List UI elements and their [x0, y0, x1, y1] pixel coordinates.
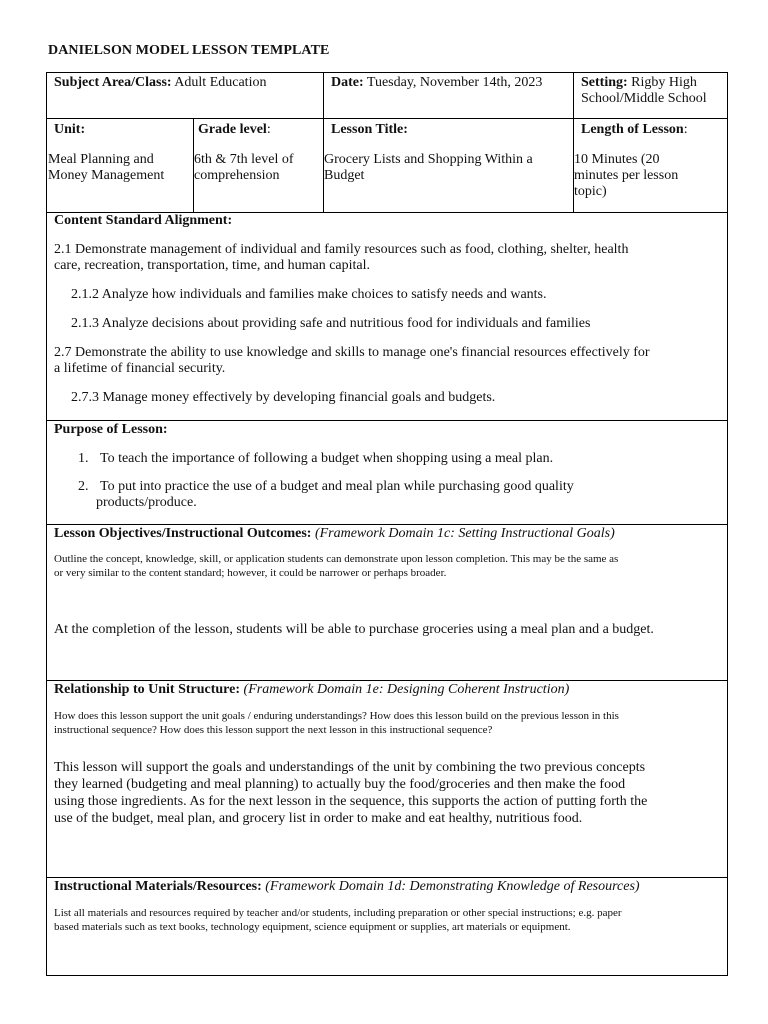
unit-cell: [48, 122, 192, 184]
date-value: Tuesday, November 14th, 2023: [363, 75, 543, 90]
lesson-length-value: 10 Minutes (20: [574, 152, 660, 167]
grade-level-label: Grade level: [198, 122, 267, 137]
lesson-title-value-cont: Budget: [324, 168, 365, 183]
materials-instructions: List all materials and resources required by teacher and/or students, including preparation or other special instructions; e.g. paper: [54, 907, 622, 919]
setting-value: Rigby High: [627, 75, 697, 90]
lesson-title-label: Lesson Title:: [331, 122, 408, 137]
row-divider: [47, 524, 727, 525]
purpose-item: [54, 479, 724, 511]
materials-domain: (Framework Domain 1d: Demonstrating Knowledge of Resources): [261, 879, 640, 894]
lesson-title-value: Grocery Lists and Shopping Within a: [324, 152, 533, 167]
lesson-length-label: Length of Lesson: [581, 122, 684, 137]
objectives-section: [54, 526, 726, 638]
grade-level-colon: :: [266, 122, 271, 137]
objectives-instructions: Outline the concept, knowledge, skill, or application students can demonstrate upon lesson completion. This may be the same as: [54, 553, 619, 565]
purpose-item-number: 2.: [78, 479, 89, 494]
lesson-length-value-cont: minutes per lesson: [574, 168, 679, 183]
subject-area-cell: [54, 75, 319, 91]
relationship-answer-line: use of the budget, meal plan, and grocery list in order to make and eat healthy, nutritious food.: [54, 811, 583, 826]
relationship-heading: Relationship to Unit Structure:: [54, 682, 241, 697]
relationship-answer-line: This lesson will support the goals and understandings of the unit by combining the two previous concepts: [54, 760, 646, 775]
standard-2-7-cont: a lifetime of financial security.: [54, 361, 226, 376]
row-divider: [47, 420, 727, 421]
grade-level-cell: [194, 122, 322, 184]
row-divider: [47, 680, 727, 681]
setting-label: Setting:: [581, 75, 628, 90]
purpose-section: [54, 422, 724, 511]
objectives-domain: (Framework Domain 1c: Setting Instructional Goals): [311, 526, 615, 541]
setting-value-cont: School/Middle School: [581, 91, 707, 106]
grade-level-value: 6th & 7th level of: [194, 152, 294, 167]
lesson-template-table: [46, 72, 728, 976]
standard-2-1: 2.1 Demonstrate management of individual and family resources such as food, clothing, shelter, health: [54, 242, 629, 257]
date-label: Date:: [331, 75, 364, 90]
relationship-answer-line: using those ingredients. As for the next lesson in the sequence, this supports the action of putting forth the: [54, 794, 648, 809]
row-divider: [47, 118, 727, 119]
relationship-domain: (Framework Domain 1e: Designing Coherent Instruction): [240, 682, 570, 697]
relationship-section: [54, 682, 726, 827]
materials-heading: Instructional Materials/Resources:: [54, 879, 262, 894]
lesson-title-cell: [324, 122, 572, 184]
grade-level-value-cont: comprehension: [194, 168, 280, 183]
materials-instructions-cont: based materials such as text books, technology equipment, science equipment or supplies, art materials or equipment.: [54, 921, 571, 933]
subject-area-value: Adult Education: [171, 75, 267, 90]
standard-2-7: 2.7 Demonstrate the ability to use knowledge and skills to manage one's financial resources effectively for: [54, 345, 650, 360]
relationship-instructions-cont: instructional sequence? How does this lesson support the next lesson in this instructional sequence?: [54, 724, 493, 736]
document-title: DANIELSON MODEL LESSON TEMPLATE: [48, 43, 330, 58]
date-cell: [331, 75, 571, 91]
relationship-instructions: How does this lesson support the unit goals / enduring understandings? How does this lesson build on the previous lesson in this: [54, 710, 619, 722]
purpose-item-text: To teach the importance of following a budget when shopping using a meal plan.: [100, 451, 554, 466]
objectives-answer: At the completion of the lesson, students will be able to purchase groceries using a meal plan and a budget.: [54, 622, 654, 637]
relationship-answer-line: they learned (budgeting and meal planning) to actually buy the food/groceries and then make the food: [54, 777, 626, 792]
lesson-length-colon: :: [683, 122, 688, 137]
lesson-length-value-cont2: topic): [574, 184, 607, 199]
standard-2-1-2: 2.1.2 Analyze how individuals and families make choices to satisfy needs and wants.: [71, 287, 547, 302]
subject-area-label: Subject Area/Class:: [54, 75, 172, 90]
standard-2-1-cont: care, recreation, transportation, time, and human capital.: [54, 258, 371, 273]
unit-label: Unit:: [54, 122, 86, 137]
content-standard-section: [54, 213, 724, 406]
standard-2-7-3: 2.7.3 Manage money effectively by developing financial goals and budgets.: [71, 390, 496, 405]
setting-cell: [581, 75, 727, 107]
purpose-item: [54, 451, 724, 467]
unit-value-cont: Money Management: [48, 168, 165, 183]
row-divider: [47, 877, 727, 878]
relationship-answer: [54, 759, 726, 827]
unit-value: Meal Planning and: [48, 152, 154, 167]
objectives-heading: Lesson Objectives/Instructional Outcomes:: [54, 526, 312, 541]
purpose-item-number: 1.: [78, 451, 89, 466]
objectives-instructions-cont: or very similar to the content standard; however, it could be narrower or perhaps broader.: [54, 567, 447, 579]
purpose-item-text: To put into practice the use of a budget and meal plan while purchasing good quality: [100, 479, 574, 494]
materials-section: [54, 879, 726, 934]
standard-2-1-3: 2.1.3 Analyze decisions about providing safe and nutritious food for individuals and families: [71, 316, 591, 331]
purpose-heading: Purpose of Lesson:: [54, 422, 168, 437]
lesson-length-cell: [574, 122, 726, 200]
purpose-item-text-cont: products/produce.: [96, 495, 197, 510]
content-standard-heading: Content Standard Alignment:: [54, 213, 233, 228]
